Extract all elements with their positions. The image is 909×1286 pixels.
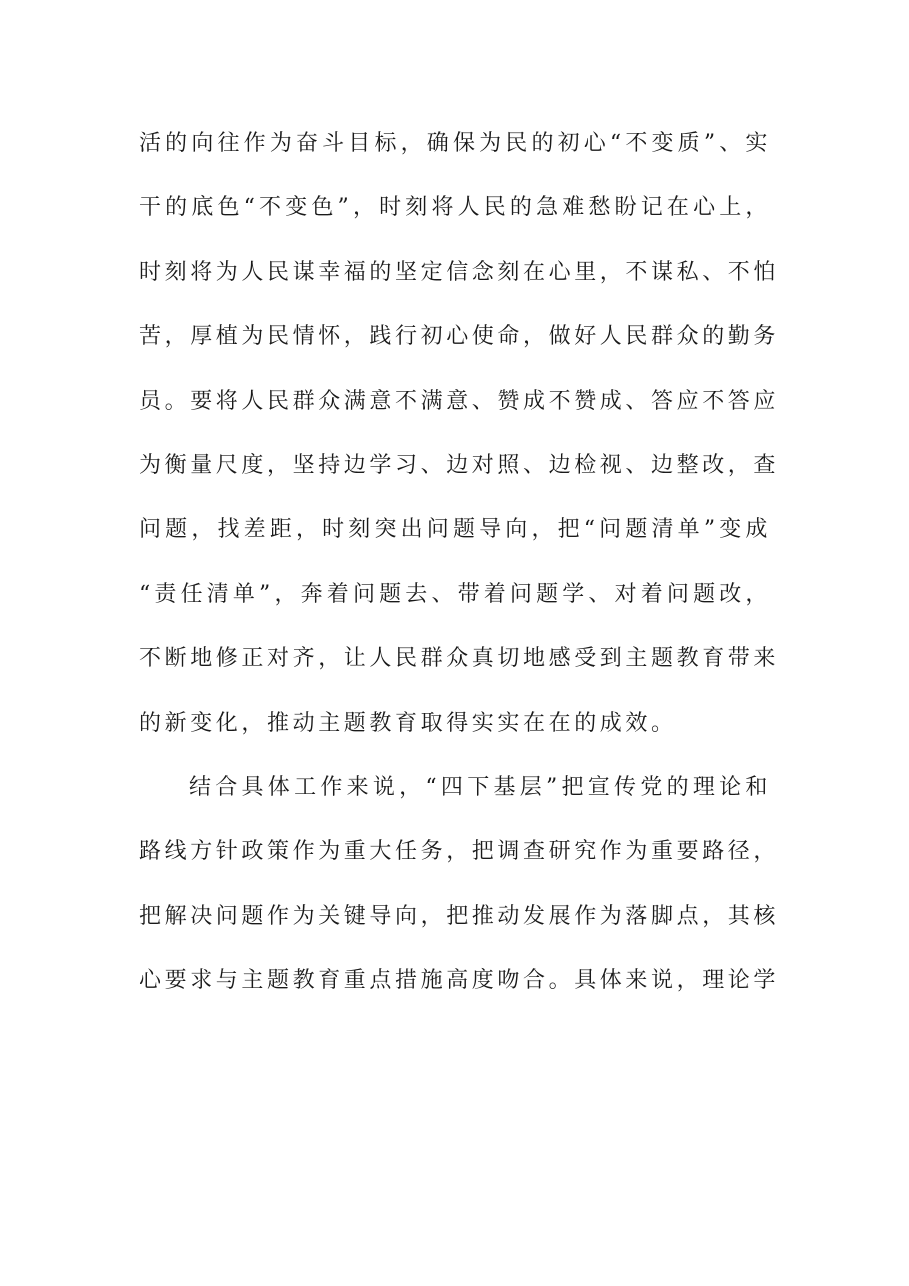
text-line: 时刻将为人民谋幸福的坚定信念刻在心里，不谋私、不怕 bbox=[139, 259, 780, 285]
text-line: 把解决问题作为关键导向，把推动发展作为落脚点，其核 bbox=[139, 903, 780, 929]
text-line: “责任清单”，奔着问题去、带着问题学、对着问题改， bbox=[139, 581, 771, 607]
text-line: 结合具体工作来说，“四下基层”把宣传党的理论和 bbox=[189, 774, 771, 800]
text-line: 苦，厚植为民情怀，践行初心使命，做好人民群众的勤务 bbox=[139, 324, 780, 350]
text-line: 不断地修正对齐，让人民群众真切地感受到主题教育带来 bbox=[139, 646, 780, 672]
text-line: 路线方针政策作为重大任务，把调查研究作为重要路径， bbox=[139, 839, 780, 865]
text-line: 心要求与主题教育重点措施高度吻合。具体来说，理论学 bbox=[139, 968, 780, 994]
paragraph-2 bbox=[139, 762, 780, 1020]
text-line: 问题，找差距，时刻突出问题导向，把“问题清单”变成 bbox=[139, 517, 771, 543]
text-line: 员。要将人民群众满意不满意、赞成不赞成、答应不答应 bbox=[139, 388, 780, 414]
text-line: 为衡量尺度，坚持边学习、边对照、边检视、边整改，查 bbox=[139, 452, 780, 478]
text-line: 的新变化，推动主题教育取得实实在在的成效。 bbox=[139, 710, 677, 736]
text-line: 活的向往作为奋斗目标，确保为民的初心“不变质”、实 bbox=[139, 131, 771, 156]
text-line: 干的底色“不变色”，时刻将人民的急难愁盼记在心上， bbox=[139, 195, 771, 221]
document-body bbox=[139, 118, 780, 1019]
paragraph-1 bbox=[139, 118, 780, 762]
